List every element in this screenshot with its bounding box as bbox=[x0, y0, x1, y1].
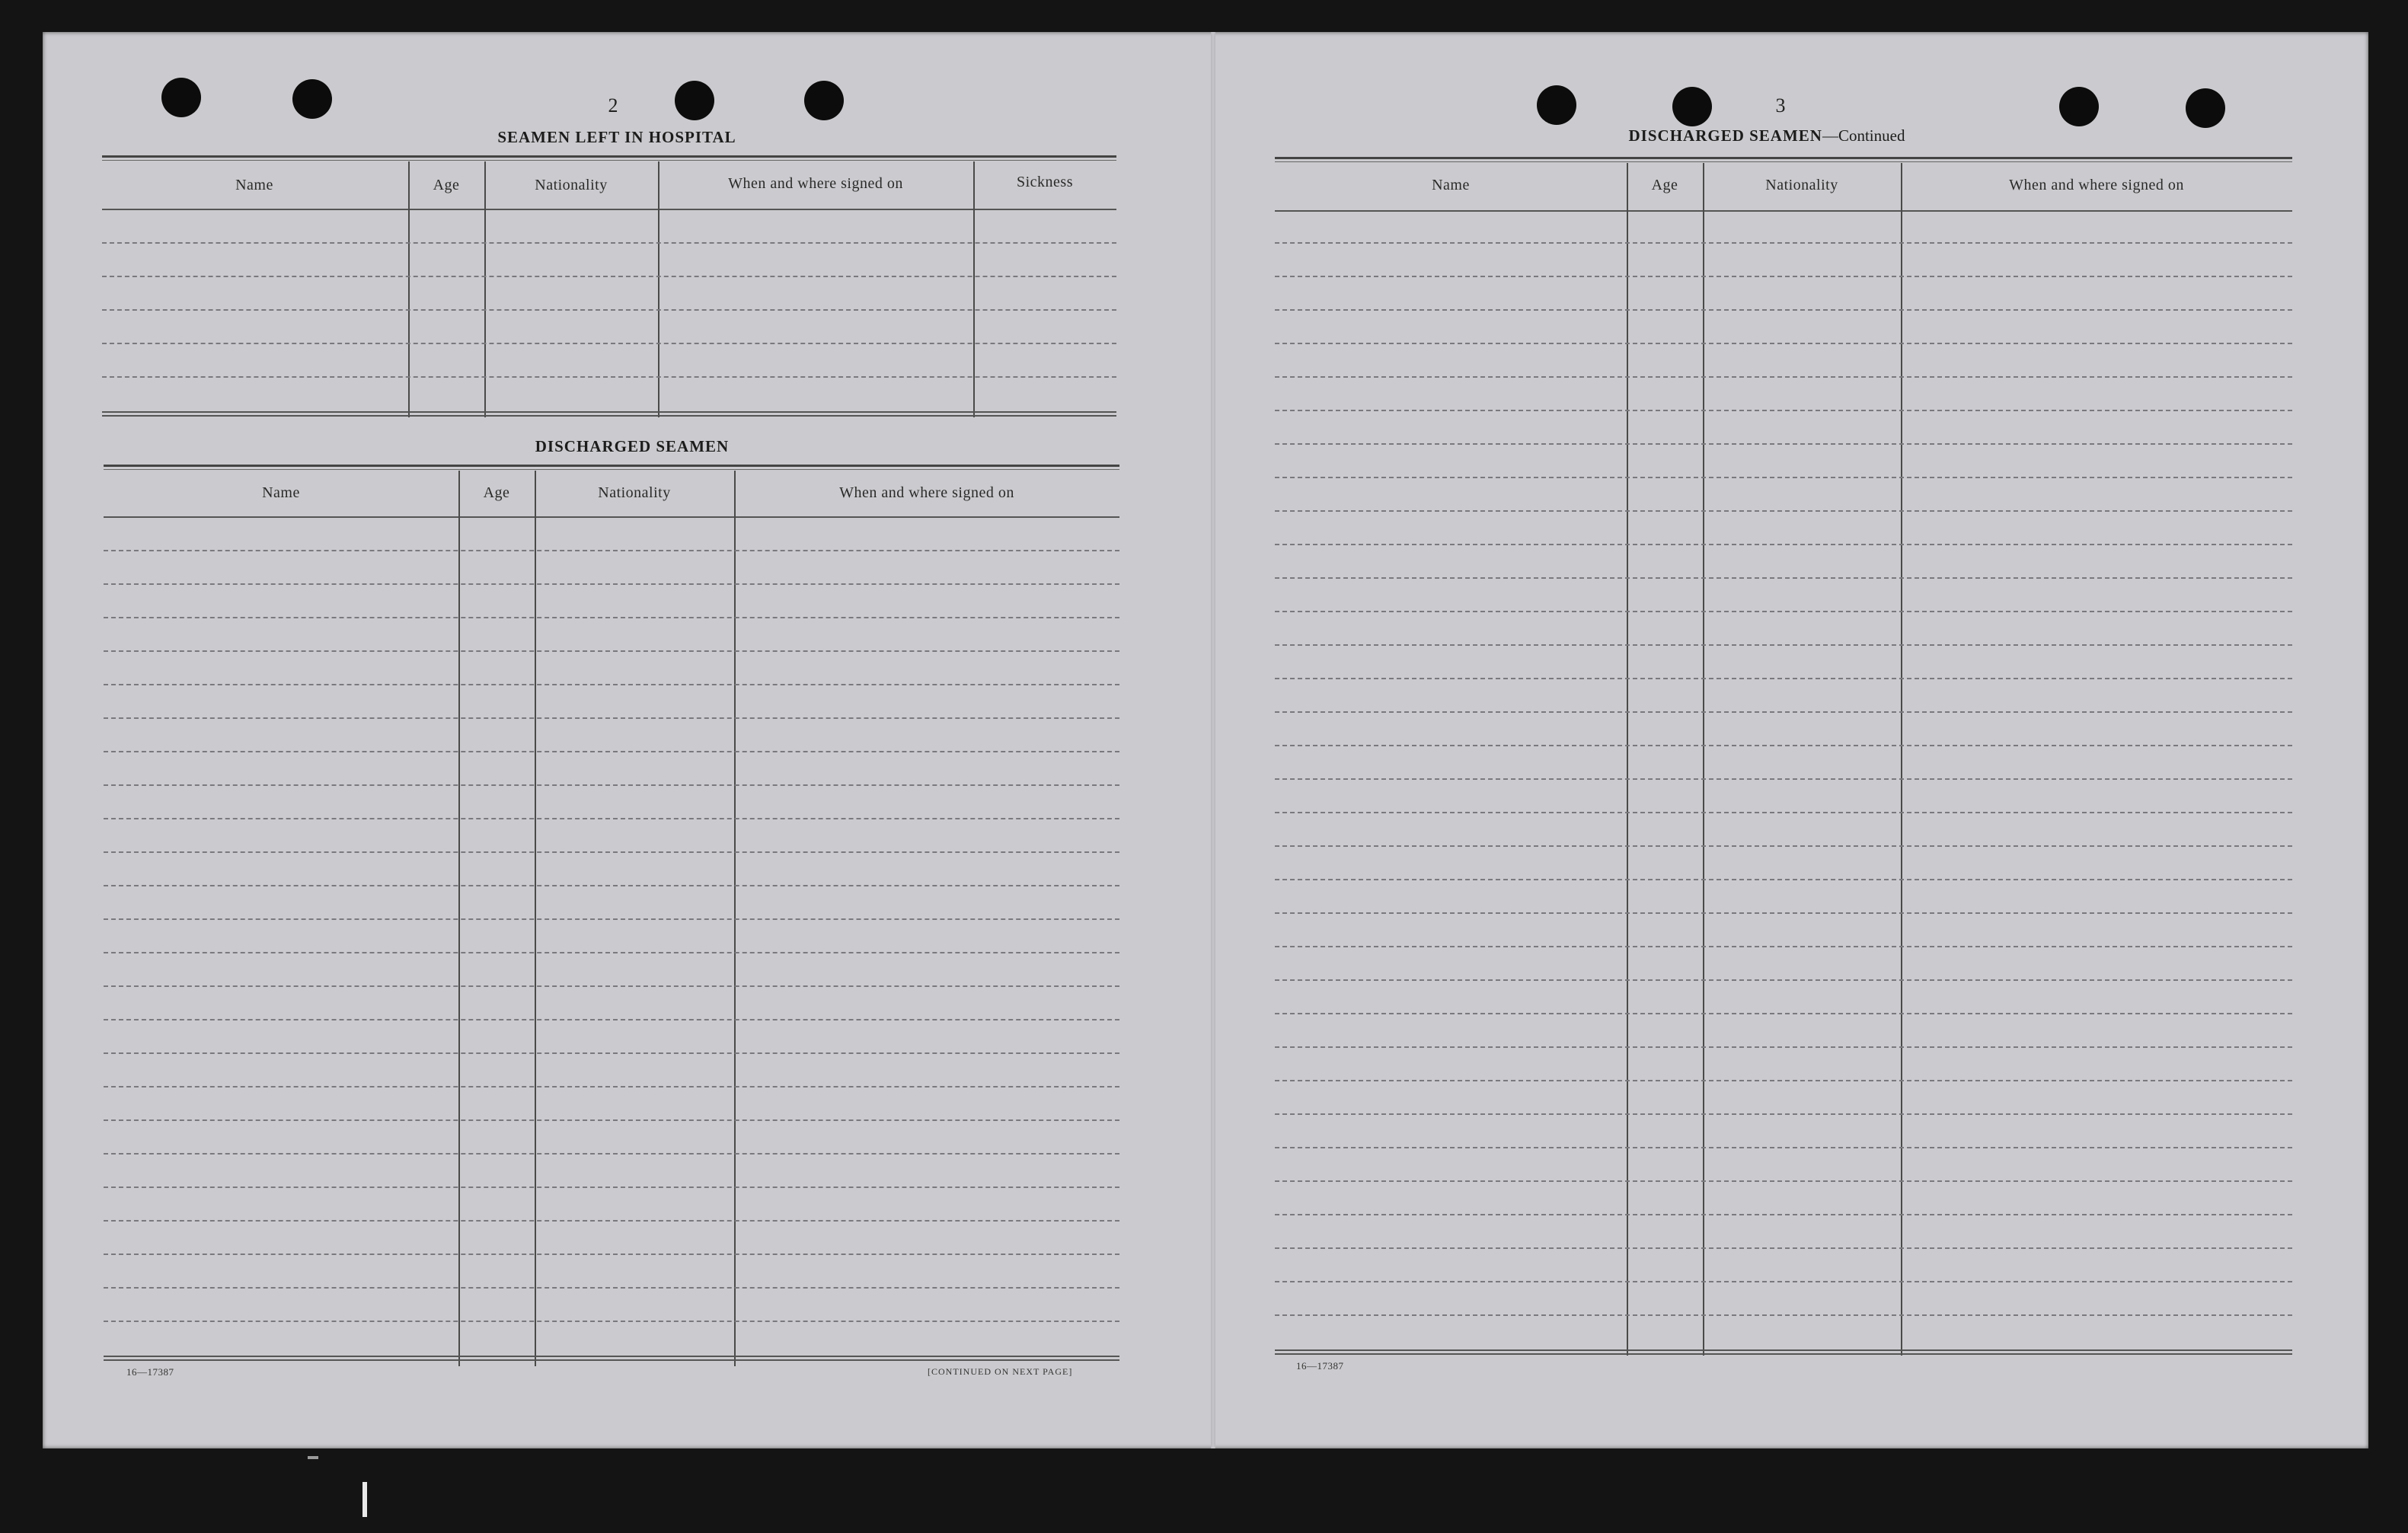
table-row bbox=[1275, 812, 2292, 813]
table-row bbox=[104, 684, 1119, 685]
punch-hole bbox=[1672, 87, 1712, 126]
punch-hole bbox=[675, 81, 714, 120]
scan-edge-mark bbox=[362, 1482, 367, 1517]
punch-hole bbox=[2059, 87, 2099, 126]
table-row bbox=[104, 1186, 1119, 1188]
column-header-signed-on: When and where signed on bbox=[728, 175, 903, 192]
table-row bbox=[1275, 1281, 2292, 1282]
page-gutter bbox=[1211, 32, 1215, 1448]
table-row bbox=[104, 952, 1119, 953]
discharged-table-right bbox=[1275, 157, 2292, 1354]
column-header-name: Name bbox=[262, 484, 300, 501]
table-row bbox=[1275, 946, 2292, 947]
header-rule bbox=[104, 516, 1119, 518]
table-bottom-rule bbox=[1275, 1349, 2292, 1355]
table-row bbox=[1275, 1046, 2292, 1048]
table-row bbox=[102, 376, 1116, 378]
table-row bbox=[104, 1254, 1119, 1255]
table-row bbox=[102, 242, 1116, 244]
discharged-table-left bbox=[104, 465, 1119, 1360]
punch-hole bbox=[804, 81, 844, 120]
table-row bbox=[1275, 1147, 2292, 1148]
column-divider bbox=[973, 161, 975, 417]
table-row bbox=[1275, 544, 2292, 545]
column-header-nationality: Nationality bbox=[598, 484, 671, 501]
discharged-continued-title bbox=[1538, 126, 1995, 145]
table-top-rule bbox=[104, 465, 1119, 470]
punch-hole bbox=[2186, 88, 2225, 128]
table-row bbox=[1275, 376, 2292, 378]
continued-note: [CONTINUED ON NEXT PAGE] bbox=[928, 1366, 1073, 1377]
table-top-rule bbox=[1275, 157, 2292, 162]
column-header-signed-on: When and where signed on bbox=[2009, 177, 2184, 193]
table-row bbox=[104, 818, 1119, 819]
column-header-age: Age bbox=[433, 177, 460, 193]
table-row bbox=[104, 784, 1119, 786]
column-header-age: Age bbox=[1651, 177, 1678, 193]
scan-edge-mark bbox=[308, 1456, 318, 1459]
hospital-table bbox=[102, 155, 1116, 417]
punch-hole bbox=[292, 79, 332, 119]
table-row bbox=[104, 851, 1119, 853]
table-row bbox=[102, 276, 1116, 277]
header-rule bbox=[1275, 210, 2292, 212]
table-row bbox=[1275, 276, 2292, 277]
table-row bbox=[104, 550, 1119, 551]
table-row bbox=[104, 751, 1119, 752]
discharged-continued-title-main: DISCHARGED SEAMEN bbox=[1628, 126, 1822, 145]
table-row bbox=[104, 1321, 1119, 1322]
punch-hole bbox=[161, 78, 201, 117]
column-divider bbox=[1703, 163, 1704, 1356]
table-row bbox=[1275, 577, 2292, 579]
table-row bbox=[1275, 309, 2292, 311]
form-number-left: 16—17387 bbox=[126, 1366, 174, 1378]
table-row bbox=[1275, 912, 2292, 914]
column-divider bbox=[658, 161, 659, 417]
table-row bbox=[1275, 443, 2292, 445]
column-divider bbox=[1627, 163, 1628, 1356]
column-divider bbox=[484, 161, 486, 417]
table-row bbox=[104, 1086, 1119, 1087]
table-row bbox=[102, 309, 1116, 311]
table-row bbox=[104, 1287, 1119, 1289]
table-row bbox=[104, 583, 1119, 585]
table-row bbox=[1275, 611, 2292, 612]
column-header-nationality: Nationality bbox=[1765, 177, 1838, 193]
table-row bbox=[1275, 711, 2292, 713]
column-header-signed-on: When and where signed on bbox=[839, 484, 1014, 501]
continued-suffix: —Continued bbox=[1822, 126, 1905, 145]
column-header-name: Name bbox=[235, 177, 273, 193]
table-row bbox=[104, 918, 1119, 920]
table-row bbox=[1275, 1247, 2292, 1249]
table-row bbox=[1275, 778, 2292, 780]
column-header-nationality: Nationality bbox=[535, 177, 608, 193]
table-row bbox=[104, 1220, 1119, 1222]
discharged-section-title: DISCHARGED SEAMEN bbox=[535, 437, 730, 455]
table-row bbox=[1275, 242, 2292, 244]
form-number-right: 16—17387 bbox=[1296, 1360, 1344, 1372]
table-row bbox=[1275, 745, 2292, 746]
table-row bbox=[1275, 343, 2292, 344]
table-row bbox=[1275, 510, 2292, 512]
page-number-right: 3 bbox=[1775, 94, 1786, 117]
column-divider bbox=[408, 161, 410, 417]
table-row bbox=[1275, 410, 2292, 411]
page-number-left: 2 bbox=[608, 94, 618, 117]
table-row bbox=[1275, 1013, 2292, 1014]
table-row bbox=[104, 1119, 1119, 1121]
table-row bbox=[1275, 1214, 2292, 1215]
table-top-rule bbox=[102, 155, 1116, 161]
table-row bbox=[104, 1052, 1119, 1054]
table-row bbox=[102, 343, 1116, 344]
table-row bbox=[1275, 477, 2292, 478]
hospital-section-title: SEAMEN LEFT IN HOSPITAL bbox=[497, 128, 736, 146]
table-bottom-rule bbox=[104, 1356, 1119, 1361]
table-row bbox=[104, 717, 1119, 719]
table-row bbox=[104, 650, 1119, 652]
table-row bbox=[1275, 1314, 2292, 1316]
table-row bbox=[1275, 678, 2292, 679]
table-row bbox=[104, 885, 1119, 886]
column-header-name: Name bbox=[1432, 177, 1470, 193]
table-row bbox=[1275, 845, 2292, 847]
column-header-age: Age bbox=[483, 484, 510, 501]
column-header-sickness: Sickness bbox=[1017, 174, 1073, 190]
punch-hole bbox=[1537, 85, 1576, 125]
table-row bbox=[1275, 1113, 2292, 1115]
table-row bbox=[1275, 1180, 2292, 1182]
table-row bbox=[1275, 879, 2292, 880]
table-bottom-rule bbox=[102, 411, 1116, 417]
column-divider bbox=[1901, 163, 1902, 1356]
table-row bbox=[104, 617, 1119, 618]
table-row bbox=[104, 1019, 1119, 1020]
table-row bbox=[1275, 979, 2292, 981]
table-row bbox=[1275, 1080, 2292, 1081]
table-row bbox=[104, 985, 1119, 987]
table-row bbox=[104, 1153, 1119, 1155]
header-rule bbox=[102, 209, 1116, 210]
table-row bbox=[1275, 644, 2292, 646]
